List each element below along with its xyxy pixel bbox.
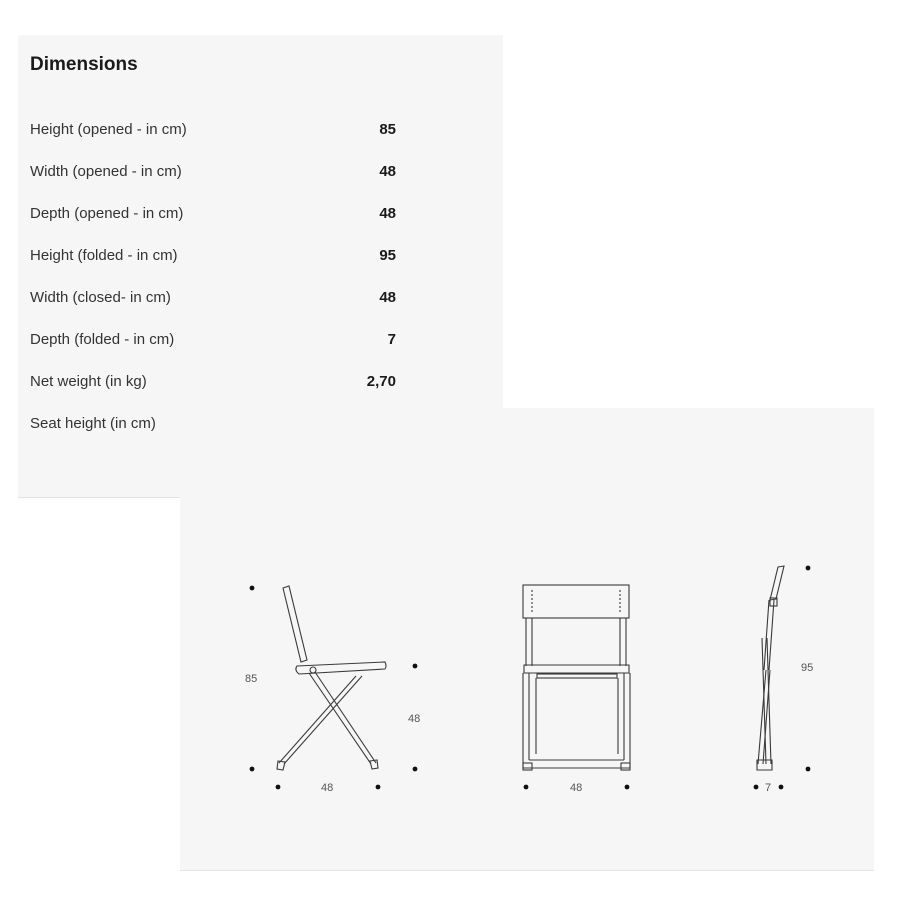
folded-depth-label: 7 — [765, 782, 772, 794]
dimensions-table — [30, 121, 396, 457]
side-depth-label: 48 — [321, 782, 334, 794]
dimension-row — [30, 289, 396, 331]
dimension-value: 48 — [379, 163, 396, 180]
dimension-label: Width (opened - in cm) — [30, 163, 182, 180]
dimension-label: Net weight (in kg) — [30, 373, 147, 390]
dimension-label: Seat height (in cm) — [30, 415, 156, 432]
dimension-row — [30, 163, 396, 205]
dimension-label: Width (closed- in cm) — [30, 289, 171, 306]
dimension-label: Depth (opened - in cm) — [30, 205, 184, 222]
dimension-value: 7 — [387, 331, 396, 348]
dimension-label: Height (folded - in cm) — [30, 247, 178, 264]
side-seat-height-label: 48 — [408, 713, 421, 725]
dimension-value: 95 — [379, 247, 396, 264]
front-width-label: 48 — [570, 782, 583, 794]
dimension-row — [30, 331, 396, 373]
dimension-value: 48 — [379, 289, 396, 306]
side-view-markers — [250, 586, 421, 790]
dimension-value: 48 — [379, 205, 396, 222]
chair-drawings — [180, 408, 874, 870]
side-height-label: 85 — [245, 673, 258, 685]
folded-height-label: 95 — [801, 662, 814, 674]
side-view-drawing — [277, 586, 386, 770]
folded-view-drawing — [757, 566, 784, 770]
dimension-label: Height (opened - in cm) — [30, 121, 187, 138]
dimension-row — [30, 247, 396, 289]
dimension-value: 2,70 — [366, 373, 396, 390]
dimensions-title: Dimensions — [30, 54, 138, 75]
dimension-row — [30, 121, 396, 163]
dimension-value: 85 — [379, 121, 396, 138]
drawings-panel — [180, 408, 874, 871]
front-view-drawing — [523, 585, 630, 770]
folded-view-markers — [754, 566, 814, 790]
dimension-label: Depth (folded - in cm) — [30, 331, 175, 348]
dimension-row — [30, 205, 396, 247]
